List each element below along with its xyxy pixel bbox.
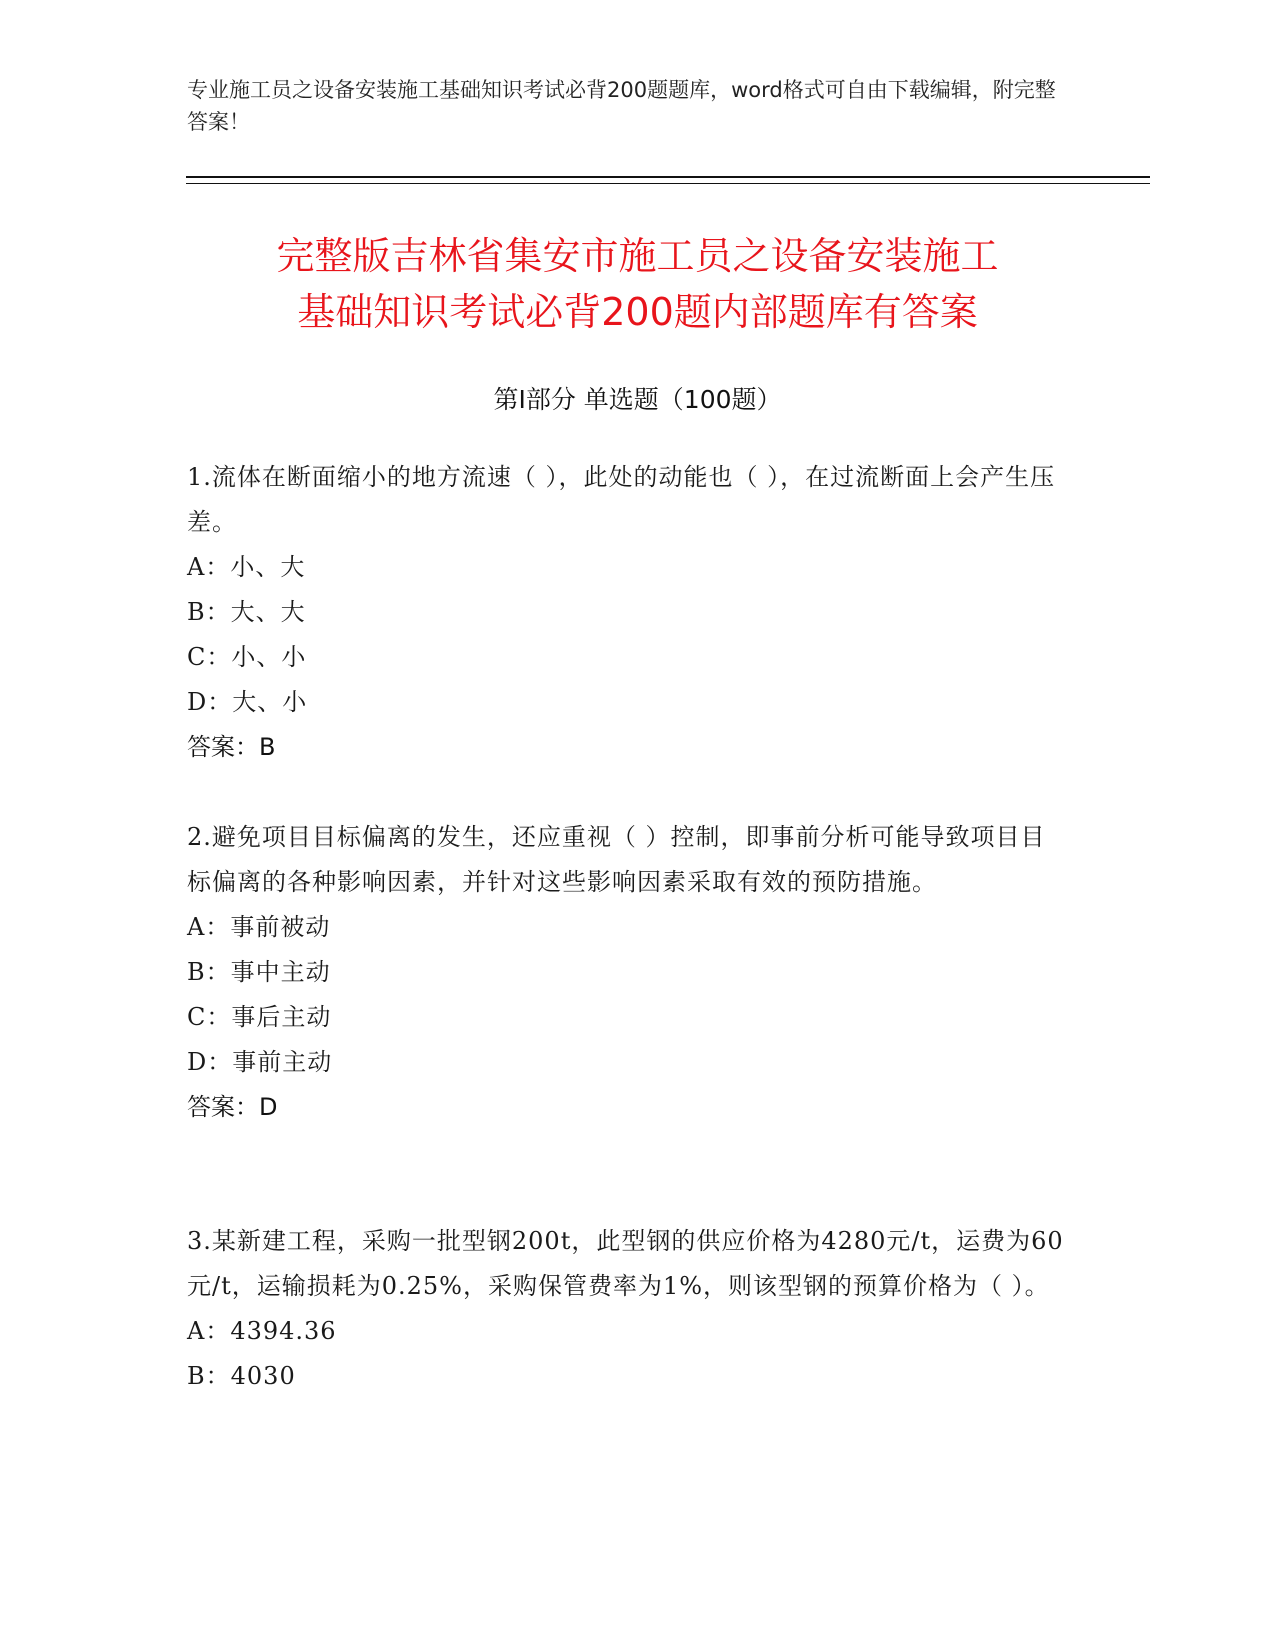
answer: 答案：D xyxy=(187,1093,278,1121)
option-b: B：大、大 xyxy=(187,598,306,626)
question-2 xyxy=(187,815,1067,1130)
option-b: B：4030 xyxy=(187,1362,296,1390)
option-c: C：事后主动 xyxy=(187,1003,332,1031)
header-divider-thin xyxy=(186,183,1150,184)
option-a: A：小、大 xyxy=(187,553,306,581)
question-stem: 3.某新建工程，采购一批型钢200t，此型钢的供应价格为4280元/t，运费为60元/t，运输损耗为0.25%，采购保管费率为1%，则该型钢的预算价格为（ ）。 xyxy=(187,1227,1064,1300)
question-stem: 2.避免项目目标偏离的发生，还应重视（ ）控制，即事前分析可能导致项目目标偏离的各种影响因素，并针对这些影响因素采取有效的预防措施。 xyxy=(187,823,1046,896)
document-title-line-1: 完整版吉林省集安市施工员之设备安装施工 xyxy=(276,234,999,278)
question-3 xyxy=(187,1219,1067,1399)
section-title: 第Ⅰ部分 单选题（100题） xyxy=(493,385,782,414)
answer: 答案：B xyxy=(187,733,276,761)
header-note: 专业施工员之设备安装施工基础知识考试必背200题题库，word格式可自由下载编辑，附完整答案！ xyxy=(187,78,1056,134)
header-divider-thick xyxy=(186,176,1150,178)
option-c: C：小、小 xyxy=(187,643,307,671)
question-stem: 1.流体在断面缩小的地方流速（ ），此处的动能也（ ），在过流断面上会产生压差。 xyxy=(187,463,1056,536)
option-a: A：事前被动 xyxy=(187,913,331,941)
question-1 xyxy=(187,455,1067,770)
document-title-line-2: 基础知识考试必背200题内部题库有答案 xyxy=(297,290,978,334)
option-d: D：事前主动 xyxy=(187,1048,333,1076)
option-d: D：大、小 xyxy=(187,688,308,716)
document-title xyxy=(150,228,1125,340)
option-b: B：事中主动 xyxy=(187,958,331,986)
option-a: A：4394.36 xyxy=(187,1317,337,1345)
